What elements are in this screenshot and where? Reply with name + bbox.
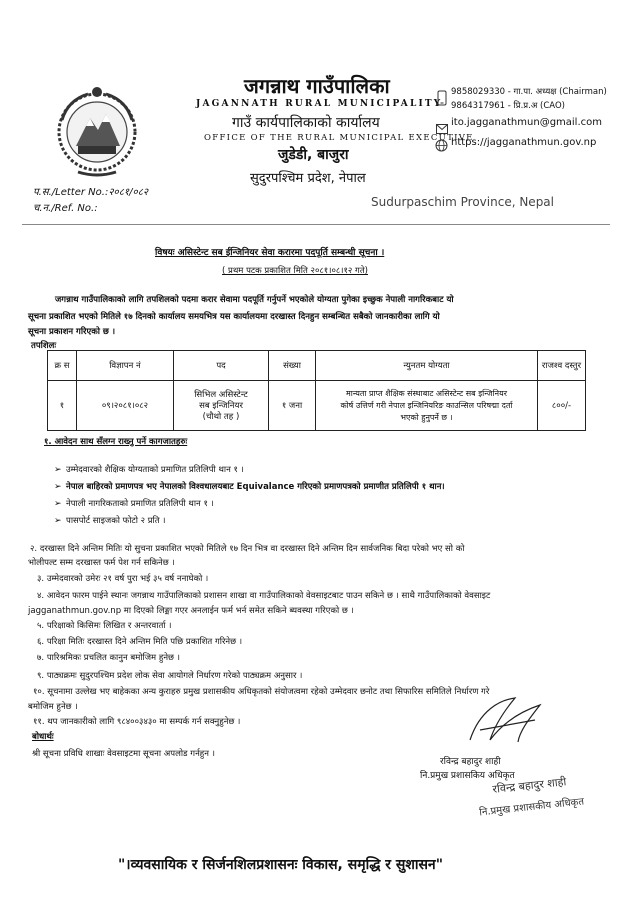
intro-line-3: सूचना प्रकाशन गरिएको छ । xyxy=(28,327,116,337)
point-line: ७. पारिश्रमिकः प्रचलित कानुन बमोजिम हुनेछ । xyxy=(37,653,180,663)
office-name-en: OFFICE OF THE RURAL MUNICIPAL EXECUTIVE xyxy=(204,133,474,143)
row-ad-no: ०९।२०८१।०८२ xyxy=(77,381,174,431)
municipality-name-np: जगन्नाथ गाउँपालिका xyxy=(244,74,390,98)
docs-item-text: पासपोर्ट साइजको फोटो २ प्रति । xyxy=(66,516,166,526)
point-line: ५. परिक्षाको किसिमः लिखित र अन्तरवार्ता । xyxy=(37,621,172,631)
docs-item xyxy=(54,515,166,526)
point-line: ११. थप जानकारीको लागि ९८४००३४३० मा सम्पर्क गर्न सक्नुहुनेछ । xyxy=(33,717,241,727)
globe-icon xyxy=(435,137,448,150)
docs-item xyxy=(54,498,214,509)
docs-item-text: उम्मेदवारको शैक्षिक योग्यताको प्रमाणित प्रतिलिपी थान १ । xyxy=(66,465,244,475)
signatory-title: नि.प्रमुख प्रशासकिय अधिकृत xyxy=(420,771,515,781)
point-line: २. दरखास्त दिने अन्तिम मितिः यो सुचना प्रकाशित भएको मितिले १७ दिन भित्र वा दरखास्त दिने अन्तिम दिन सार्वजनिक बिदा परेको भए सो को xyxy=(30,544,465,554)
docs-item-text: नेपाल बाहिरको प्रमाणपत्र भए नेपालको विश्वधालयबाट Equivalance गरिएको प्रमाणपत्रको प्रमाणीत प्रतिलिपी १ थान। xyxy=(66,482,445,492)
header-divider xyxy=(22,224,610,225)
office-name-np: गाउँ कार्यपालिकाको कार्यालय xyxy=(232,115,380,131)
row-post-line1: सिभिल असिस्टेन्ट xyxy=(194,390,248,400)
email-address[interactable]: ito.jagganathmun@gmail.com xyxy=(451,117,603,128)
municipality-name-en: JAGANNATH RURAL MUNICIPALITY xyxy=(196,99,443,109)
docs-item-text: नेपाली नागरिकताको प्रमाणित प्रतिलिपी थान १ । xyxy=(66,499,214,509)
phone-icon xyxy=(437,90,447,106)
header-post: पद xyxy=(174,351,269,381)
point-line: भोलीपल्ट सम्म दरखास्त फर्म पेश गर्न सकिनेछ । xyxy=(28,558,175,568)
header-qualification: न्युनतम योग्यता xyxy=(316,351,538,381)
header-count: संख्या xyxy=(269,351,316,381)
row-qual-line3: भएको हुनुपर्ने छ । xyxy=(400,412,453,422)
tapashil-label: तपशिलः xyxy=(31,341,57,351)
row-post-line3: (चौथो तह ) xyxy=(202,412,240,422)
header-fee: राजश्व दस्तुर xyxy=(538,351,586,381)
point-line: ४. आवेदन फारम पाईने स्थानः जगन्नाथ गाउँपालिकाको प्रशासन शाखा वा गाउँपालिकाको वेवसाइटबाट पाउन सकिने छ । साथै गाउँपालिकाको वेवसाइट xyxy=(37,591,491,601)
notice-published-date: ( प्रथम पटक प्रकाशित मिति २०८१।०८।१२ गते) xyxy=(222,266,368,276)
bodharth-line: श्री सूचना प्रविधि शाखाः वेवसाइटमा सूचना अपलोड गर्नहुन । xyxy=(32,749,215,759)
row-post xyxy=(174,381,269,431)
stamp-name: रविन्द्र बहादुर शाही xyxy=(491,775,567,796)
docs-item xyxy=(54,481,445,492)
point-line: jagganathmun.gov.np मा दिएको लिङ्मा गएर अनलाईन फर्म भर्न समेत सकिने ब्यवस्था गरिएको छ । xyxy=(28,606,354,616)
row-qual-line1: मान्यता प्राप्त शैक्षिक संस्थाबाट असिस्टेन्ट सब इन्जिनियर xyxy=(346,388,507,398)
arrow-bullet-icon: ➢ xyxy=(54,465,62,475)
phone-number-cao: 9864317961 - प्रि.प्र.अ (CAO) xyxy=(451,101,565,111)
footer-slogan: "।व्यवसायिक र सिर्जनशिलप्रशासनः विकास, समृद्धि र सुशासन" xyxy=(118,857,443,873)
vacancy-table xyxy=(47,350,586,431)
row-qual-line2: कोर्ष उत्तिर्ण गरी नेपाल इन्जिनियरिङ काउन्सिल परिषद्मा दर्ता xyxy=(340,400,513,410)
docs-heading: १. आवेदन साथ सँलग्न राख्नु पर्ने कागजातहरुः xyxy=(44,437,188,447)
row-post-line2: सब इन्जिनियर xyxy=(199,401,243,411)
arrow-bullet-icon: ➢ xyxy=(54,516,62,526)
row-sn: १ xyxy=(48,381,77,431)
province-np: सुदुरपश्चिम प्रदेश, नेपाल xyxy=(250,171,366,186)
row-fee: ८००/- xyxy=(538,381,586,431)
header-ad-no: विज्ञापन नं xyxy=(77,351,174,381)
province-en: Sudurpaschim Province, Nepal xyxy=(371,195,554,209)
point-line: ३. उम्मेदवारको उमेरः २१ वर्ष पुरा भई ३५ वर्ष ननाघेको । xyxy=(37,574,209,584)
header-sn: क्र स xyxy=(48,351,77,381)
arrow-bullet-icon: ➢ xyxy=(54,482,62,492)
stamp-title: नि.प्रमुख प्रशासकीय अधिकृत xyxy=(478,796,585,819)
website-link[interactable]: https://jagganathmun.gov.np xyxy=(451,137,597,148)
bodharth-label: बोधार्थः xyxy=(32,732,54,742)
phone-number-chairman: 9858029330 - गा.पा. अध्यक्ष (Chairman) xyxy=(451,87,607,97)
intro-line-1: जगन्नाथ गाउँपालिकाको लागि तपशिलको पदमा करार सेवामा पदपूर्ति गर्नुपर्ने भएकोले योग्यता पुगेका इच्छुक नेपाली नागरिकबाट यो xyxy=(55,295,454,305)
point-line: १०. सूचनामा उल्लेख भए बाहेकका अन्य कुराहरु प्रमुख प्रशासकीय अधिकृतको संयोजत्वमा रहेको उम्मेदवार छनोट तथा सिफारिस समितिले निर्धारण गरे xyxy=(33,687,490,697)
emblem-logo xyxy=(48,80,146,178)
email-icon xyxy=(436,119,448,129)
signature-mark xyxy=(460,690,560,750)
table-row xyxy=(48,381,586,431)
row-qualification xyxy=(316,381,538,431)
letter-number: प.स./Letter No.:२०८१/०८२ xyxy=(33,187,149,198)
docs-item xyxy=(54,464,244,475)
notice-subject: विषयः असिस्टेन्ट सब ईन्जिनियर सेवा करारमा पदपूर्ति सम्बन्धी सूचना । xyxy=(155,248,385,258)
reference-number: च.न./Ref. No.: xyxy=(33,203,98,214)
point-line: ९. पाठ्यक्रमः सुदुरपश्चिम प्रदेश लोक सेवा आयोगले निर्धारण गरेको पाठ्यक्रम अनुसार । xyxy=(37,671,303,681)
row-count: १ जना xyxy=(269,381,316,431)
point-line: ६. परिक्षा मितिः दरखास्त दिने अन्तिम मिति पछि प्रकाशित गरिनेछ । xyxy=(37,637,243,647)
arrow-bullet-icon: ➢ xyxy=(54,499,62,509)
table-header-row xyxy=(48,351,586,381)
intro-line-2: सूचना प्रकाशित भएको मितिले १७ दिनको कार्यालय समयभित्र यस कार्यालयमा दरखास्त दिनहुन सम्बन्धित सबैको जानकारीका लागि यो xyxy=(28,312,440,322)
location-np: जुडेडी, बाजुरा xyxy=(278,147,349,163)
signatory-name: रविन्द्र बहादुर शाही xyxy=(440,757,501,767)
point-line: बमोजिम हुनेछ । xyxy=(28,702,78,712)
